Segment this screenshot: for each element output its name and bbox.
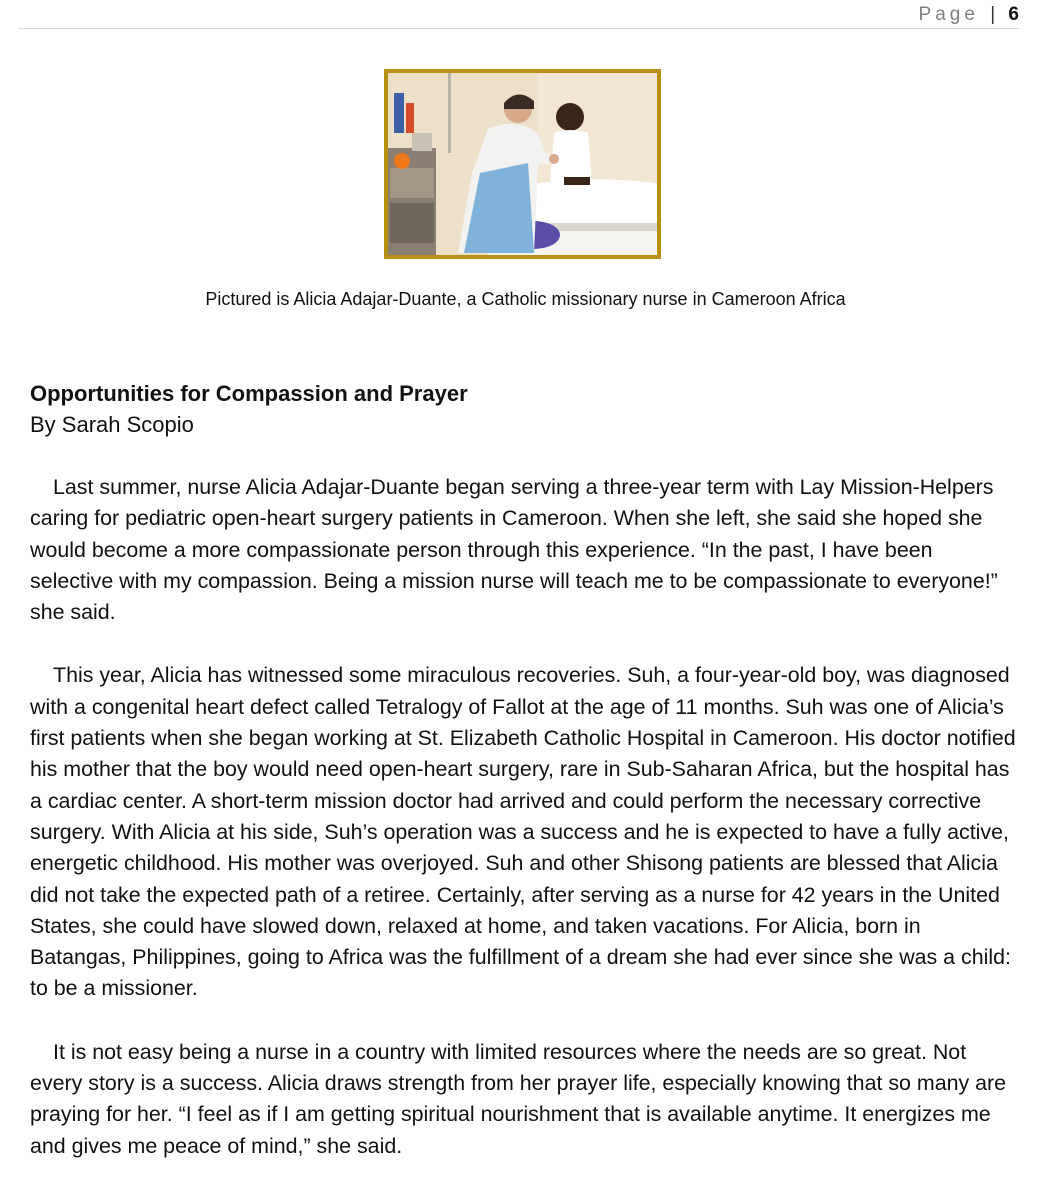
page-label: Page xyxy=(918,4,979,25)
article-paragraph: Last summer, nurse Alicia Adajar-Duante began serving a three-year term with Lay Mission-Helpers caring for pediatric open-heart surgery patients in Cameroon. When she left, she said she hoped she would become a more compassionate person through this experience. “In the past, I have been selective with my compassion. Being a mission nurse will teach me to be compassionate to everyone!” she said. xyxy=(30,475,998,625)
photo-caption: Pictured is Alicia Adajar-Duante, a Catholic missionary nurse in Cameroon Africa xyxy=(205,289,846,309)
article-byline: By Sarah Scopio xyxy=(30,412,194,437)
page-number: 6 xyxy=(1008,4,1019,25)
page-header xyxy=(919,4,1019,26)
article-photo xyxy=(384,69,661,259)
article-paragraph: It is not easy being a nurse in a country with limited resources where the needs are so great. Not every story is a success. Alicia draws strength from her prayer life, especially knowing that so many are praying for her. “I feel as if I am getting spiritual nourishment that is available anytime. It energizes me and gives me peace of mind,” she said. xyxy=(30,1039,1007,1158)
article-title: Opportunities for Compassion and Prayer xyxy=(30,381,468,406)
article xyxy=(30,378,1020,1194)
header-rule xyxy=(18,28,1019,29)
page-separator: | xyxy=(990,4,996,25)
photo-nurse-with-child-icon xyxy=(388,73,657,255)
article-paragraph: This year, Alicia has witnessed some miraculous recoveries. Suh, a four-year-old boy, was diagnosed with a congenital heart defect called Tetralogy of Fallot at the age of 11 months. Suh was one of Alicia’s first patients when she began working at St. Elizabeth Catholic Hospital in Cameroon. His doctor notified his mother that the boy would need open-heart surgery, rare in Sub-Saharan Africa, but the hospital has a cardiac center. A short-term mission doctor had arrived and could perform the necessary corrective surgery. With Alicia at his side, Suh’s operation was a success and he is expected to have a fully active, energetic childhood. His mother was overjoyed. Suh and other Shisong patients are blessed that Alicia did not take the expected path of a retiree. Certainly, after serving as a nurse for 42 years in the United States, she could have slowed down, relaxed at home, and taken vacations. For Alicia, born in Batangas, Philippines, going to Africa was the fulfillment of a dream she had ever since she was a child: to be a missioner. xyxy=(30,663,1016,1001)
